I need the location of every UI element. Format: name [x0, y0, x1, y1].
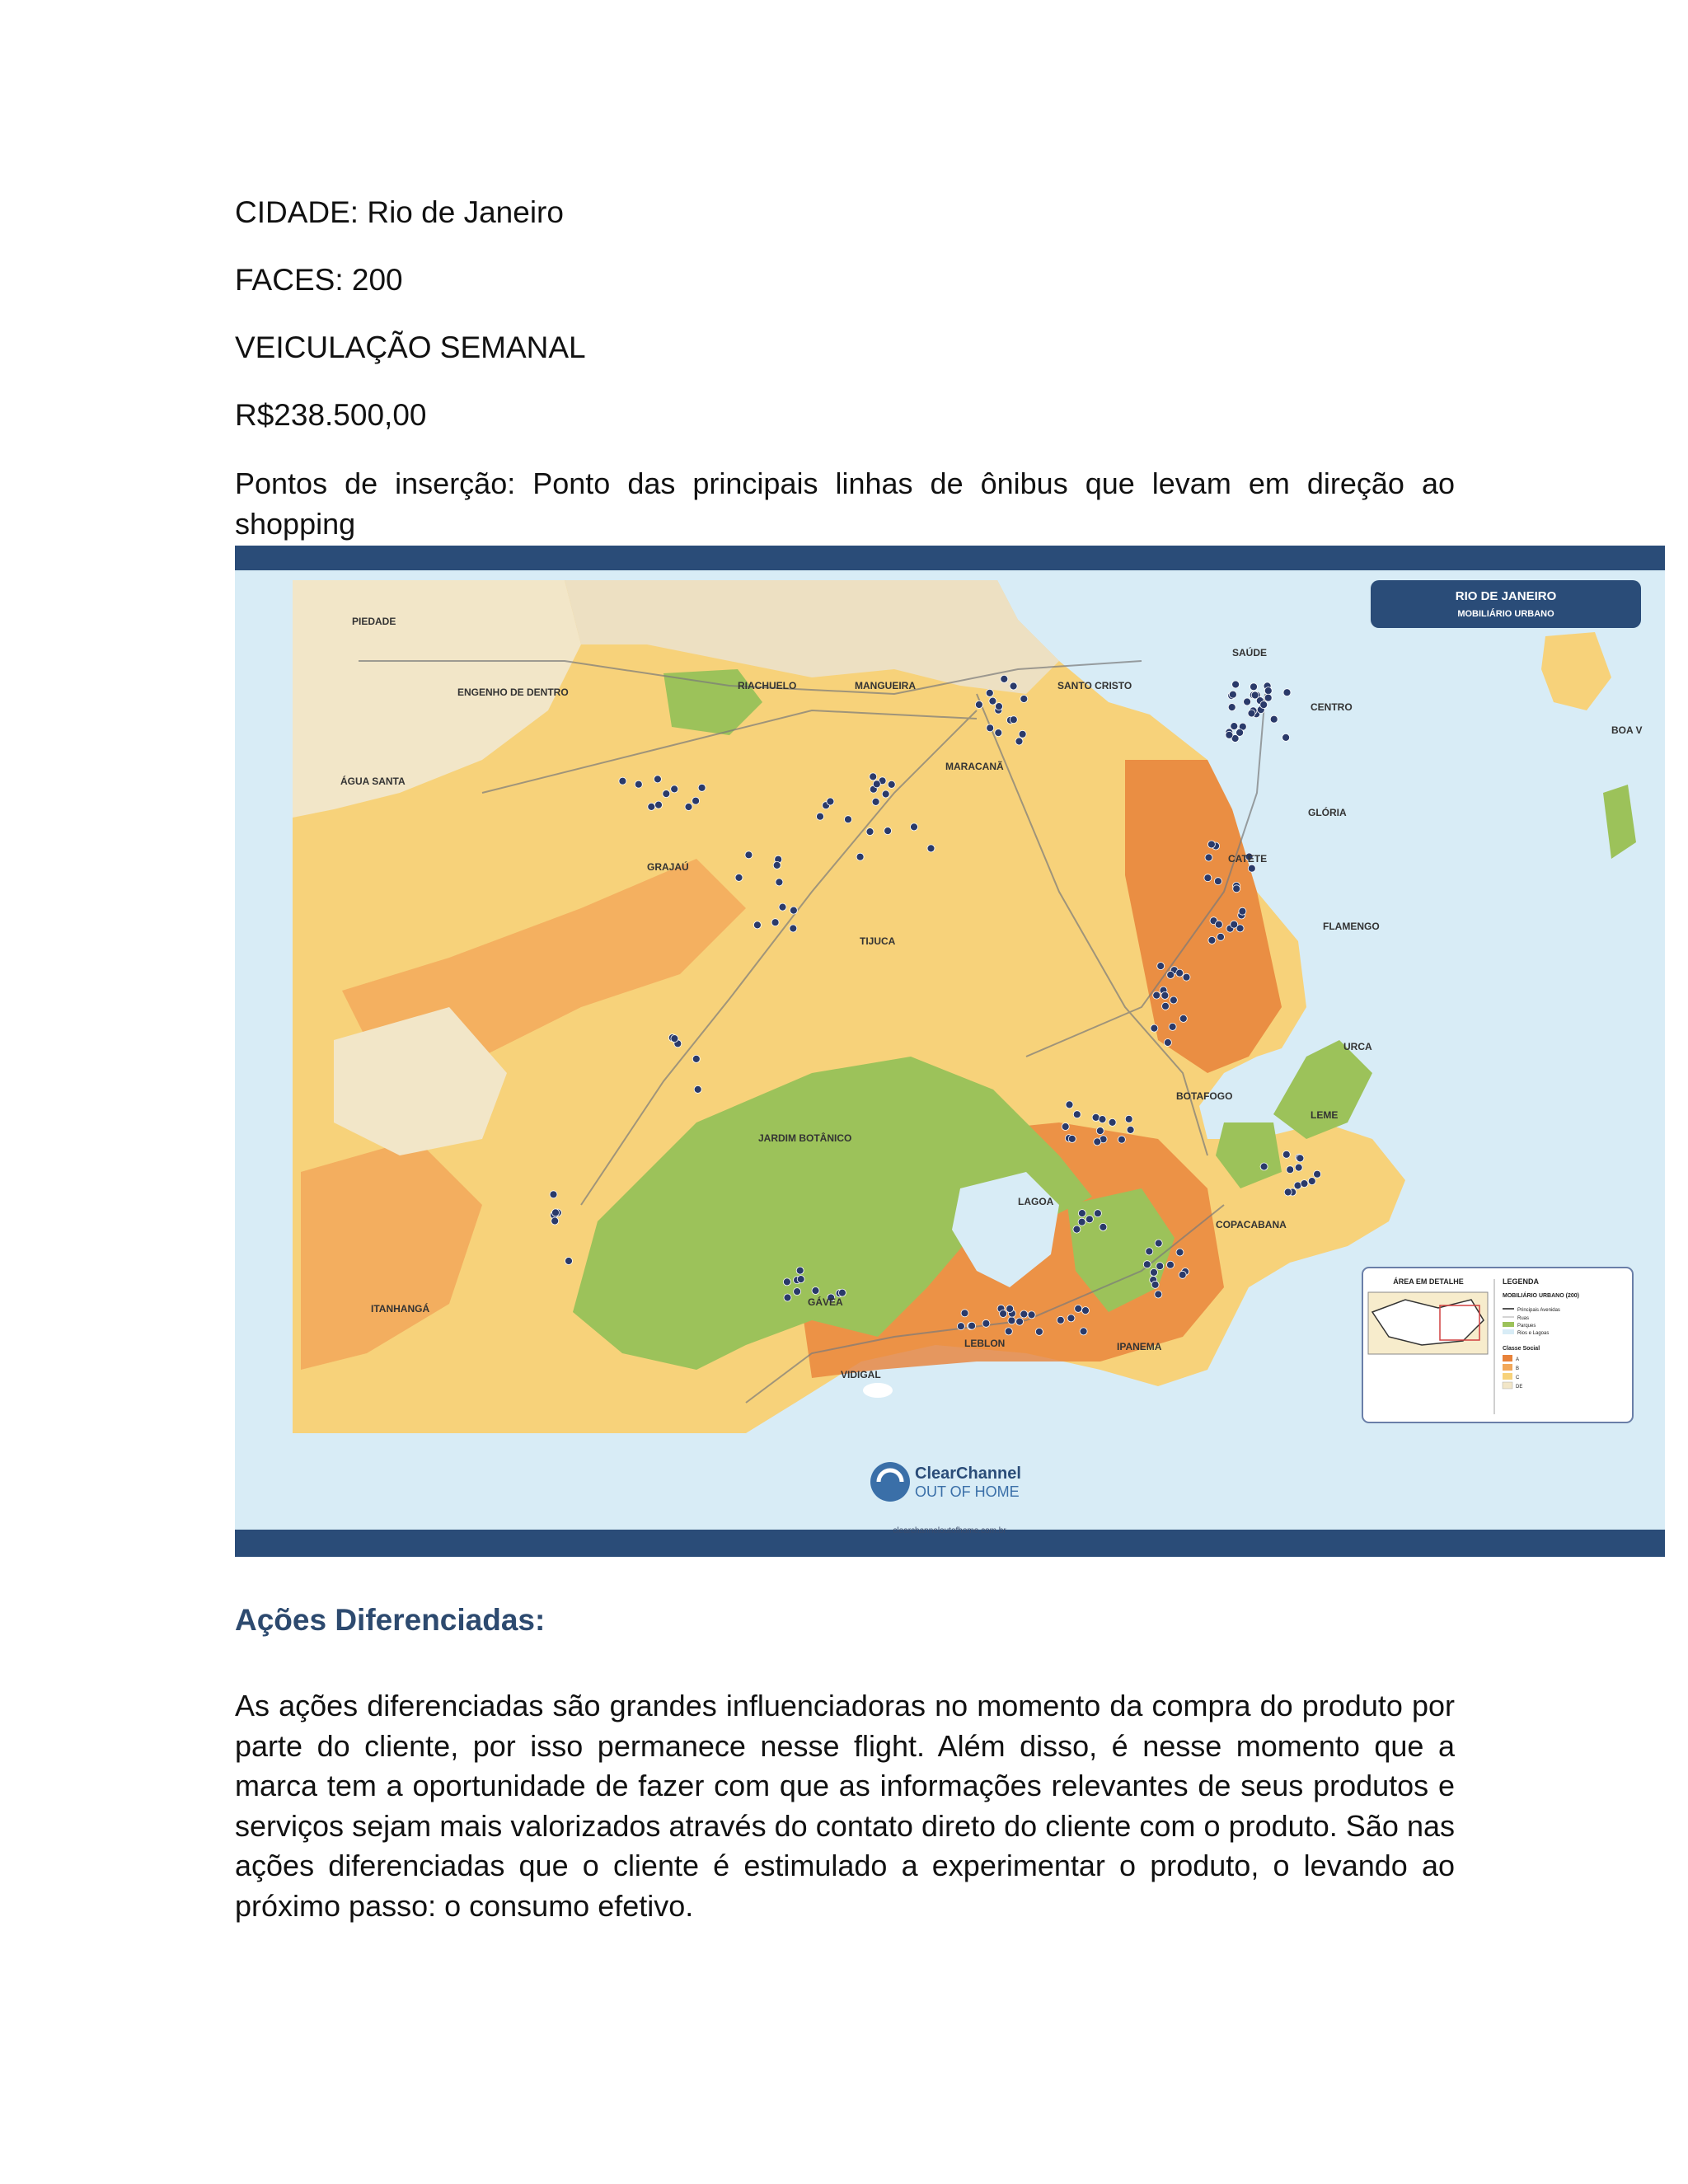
furniture-point: [1284, 1188, 1292, 1196]
furniture-point: [975, 701, 982, 709]
label-jardim-botanico: JARDIM BOTÂNICO: [758, 1132, 852, 1144]
furniture-point: [635, 780, 642, 788]
furniture-point: [1231, 723, 1238, 730]
furniture-point: [790, 925, 797, 932]
furniture-point: [1264, 687, 1272, 695]
legend-swatch-c: [1503, 1373, 1512, 1380]
furniture-point: [779, 903, 786, 911]
furniture-point: [1179, 1271, 1186, 1278]
furniture-point: [771, 919, 779, 926]
label-gavea: GÁVEA: [808, 1296, 843, 1308]
furniture-point: [783, 1278, 790, 1286]
label-engenho-de-dentro: ENGENHO DE DENTRO: [457, 687, 569, 698]
furniture-point: [1260, 1163, 1268, 1170]
furniture-point: [1035, 1328, 1043, 1335]
label-saude: SAÚDE: [1232, 647, 1268, 658]
furniture-point: [1215, 921, 1222, 928]
furniture-point: [1153, 991, 1160, 999]
label-leblon: LEBLON: [964, 1338, 1006, 1349]
furniture-point: [961, 1310, 968, 1317]
map-subtitle: MOBILIÁRIO URBANO: [1457, 609, 1554, 619]
furniture-point: [1010, 716, 1017, 724]
furniture-point: [692, 797, 700, 804]
furniture-point: [1080, 1328, 1087, 1335]
furniture-point: [1251, 691, 1259, 699]
furniture-point: [870, 773, 877, 780]
furniture-point: [1164, 1039, 1171, 1047]
furniture-point: [1314, 1170, 1321, 1178]
furniture-point: [882, 790, 889, 798]
furniture-point: [1143, 1261, 1151, 1268]
furniture-point: [1151, 1268, 1158, 1276]
brand-name: ClearChannel: [915, 1465, 1021, 1483]
furniture-point: [1169, 1023, 1176, 1030]
furniture-point: [1109, 1118, 1116, 1126]
furniture-point: [1157, 963, 1165, 970]
furniture-point: [1229, 691, 1236, 698]
furniture-point: [1162, 1002, 1170, 1010]
furniture-point: [1082, 1307, 1090, 1315]
label-agua-santa: ÁGUA SANTA: [340, 776, 406, 787]
furniture-point: [648, 803, 655, 810]
furniture-point: [1260, 701, 1268, 709]
label-leme: LEME: [1311, 1109, 1339, 1121]
furniture-point: [1250, 683, 1258, 691]
furniture-point: [1239, 907, 1246, 915]
map-title: RIO DE JANEIRO: [1455, 589, 1557, 603]
furniture-point: [794, 1288, 801, 1296]
furniture-point: [1094, 1138, 1101, 1146]
furniture-point: [1005, 1328, 1012, 1335]
label-maracana: MARACANÃ: [945, 761, 1004, 772]
label-copacabana: COPACABANA: [1216, 1219, 1287, 1230]
furniture-point: [1207, 841, 1215, 848]
furniture-point: [911, 823, 918, 831]
legend-class-b: B: [1516, 1366, 1520, 1371]
furniture-point: [1226, 731, 1233, 738]
furniture-point: [1283, 689, 1291, 696]
city-line: CIDADE: Rio de Janeiro: [235, 195, 564, 229]
furniture-point: [1176, 1249, 1184, 1256]
legend-item-ruas: Ruas: [1517, 1316, 1530, 1321]
label-piedade: PIEDADE: [352, 616, 396, 627]
insertion-points-text: Pontos de inserção: Ponto das principais linhas de ônibus que levam em direção ao shopping: [235, 466, 1455, 541]
furniture-point: [884, 827, 892, 835]
furniture-point: [1000, 1310, 1007, 1318]
inset-title: ÁREA EM DETALHE: [1393, 1277, 1464, 1286]
section-heading: Ações Diferenciadas:: [235, 1603, 546, 1637]
furniture-point: [927, 845, 935, 852]
furniture-point: [812, 1287, 819, 1295]
furniture-point: [1179, 1015, 1187, 1022]
furniture-point: [1085, 1216, 1093, 1223]
furniture-point: [1019, 730, 1026, 738]
furniture-point: [1282, 733, 1290, 741]
furniture-point: [1217, 933, 1225, 940]
furniture-point: [989, 697, 996, 705]
furniture-point: [1236, 729, 1244, 736]
furniture-point: [1096, 1127, 1104, 1135]
furniture-point: [1078, 1218, 1085, 1226]
furniture-point: [1118, 1136, 1125, 1143]
furniture-point: [1094, 1210, 1101, 1217]
legend-item-parques: Parques: [1517, 1324, 1536, 1329]
lagoon-island: [863, 1383, 893, 1398]
furniture-point: [1099, 1116, 1106, 1123]
furniture-point: [1155, 1240, 1162, 1247]
furniture-point: [1020, 696, 1028, 703]
label-boa-v: BOA V: [1611, 724, 1643, 736]
furniture-point: [773, 861, 781, 869]
furniture-point: [1176, 969, 1184, 977]
furniture-point: [1001, 675, 1008, 682]
map-title-box: [1371, 580, 1641, 628]
furniture-point: [1248, 710, 1255, 717]
price-line: R$238.500,00: [235, 398, 427, 432]
furniture-point: [551, 1217, 559, 1225]
map-figure: [235, 546, 1665, 1557]
furniture-point: [1125, 1115, 1132, 1122]
furniture-point: [1282, 1151, 1290, 1158]
furniture-point: [866, 828, 874, 836]
furniture-point: [550, 1191, 557, 1198]
furniture-point: [872, 798, 879, 805]
furniture-point: [1183, 973, 1190, 981]
furniture-point: [1248, 865, 1255, 872]
furniture-point: [1073, 1226, 1081, 1233]
furniture-point: [685, 804, 692, 811]
map-top-bar: [235, 546, 1665, 570]
furniture-point: [1231, 921, 1238, 928]
furniture-point: [1010, 682, 1017, 690]
furniture-point: [619, 777, 626, 785]
furniture-point: [698, 784, 706, 791]
legend-item-avenidas: Principais Avenidas: [1517, 1308, 1560, 1313]
furniture-point: [784, 1294, 791, 1301]
furniture-point: [996, 703, 1003, 710]
faces-line: FACES: 200: [235, 263, 403, 297]
label-vidigal: VIDIGAL: [841, 1369, 881, 1380]
furniture-point: [845, 816, 852, 823]
furniture-point: [1156, 1263, 1164, 1270]
furniture-point: [1151, 1281, 1159, 1288]
label-santo-cristo: SANTO CRISTO: [1057, 680, 1132, 691]
legend-title: LEGENDA: [1503, 1277, 1540, 1286]
furniture-point: [1264, 694, 1272, 701]
furniture-point: [565, 1258, 573, 1265]
furniture-point: [1020, 1310, 1028, 1318]
furniture-point: [1066, 1101, 1073, 1108]
furniture-point: [1075, 1305, 1082, 1312]
furniture-point: [1151, 1024, 1158, 1032]
furniture-point: [797, 1276, 804, 1283]
furniture-point: [838, 1289, 846, 1296]
furniture-point: [1127, 1126, 1134, 1133]
furniture-point: [1295, 1164, 1302, 1171]
furniture-point: [1204, 874, 1212, 882]
furniture-point: [1068, 1135, 1076, 1142]
furniture-point: [745, 851, 753, 859]
furniture-point: [1016, 1318, 1024, 1325]
furniture-point: [1296, 1155, 1304, 1162]
label-mangueira: MANGUEIRA: [855, 680, 916, 691]
furniture-point: [1294, 1182, 1301, 1189]
furniture-point: [753, 921, 761, 929]
furniture-point: [1233, 885, 1240, 893]
furniture-point: [1078, 1210, 1085, 1217]
furniture-point: [1015, 738, 1023, 745]
label-gloria: GLÓRIA: [1308, 807, 1347, 818]
furniture-point: [1146, 1248, 1153, 1255]
furniture-point: [1155, 1291, 1162, 1298]
label-botafogo: BOTAFOGO: [1176, 1090, 1233, 1102]
furniture-point: [1073, 1111, 1081, 1118]
label-ipanema: IPANEMA: [1117, 1341, 1162, 1352]
furniture-point: [1067, 1315, 1075, 1322]
furniture-point: [1161, 991, 1169, 999]
map-legend-inset: [1362, 1268, 1633, 1422]
furniture-point: [1167, 1261, 1175, 1268]
legend-swatch-a: [1503, 1355, 1512, 1361]
furniture-point: [1244, 698, 1251, 705]
legend-class-a: A: [1516, 1357, 1520, 1362]
furniture-point: [1006, 1305, 1014, 1313]
label-catete: CATETE: [1228, 853, 1268, 865]
furniture-point: [671, 1035, 678, 1043]
label-flamengo: FLAMENGO: [1323, 921, 1380, 932]
label-grajau: GRAJAÚ: [647, 861, 689, 873]
schedule-line: VEICULAÇÃO SEMANAL: [235, 330, 586, 364]
furniture-point: [856, 853, 864, 860]
legend-subtitle: MOBILIÁRIO URBANO (200): [1503, 1293, 1579, 1299]
furniture-point: [790, 907, 797, 914]
furniture-point: [1308, 1178, 1315, 1185]
furniture-point: [663, 790, 670, 798]
legend-swatch-b: [1503, 1364, 1512, 1371]
furniture-point: [1270, 715, 1278, 723]
furniture-point: [1208, 936, 1216, 944]
legend-swatch-de: [1503, 1382, 1512, 1389]
legend-class-c: C: [1516, 1376, 1520, 1380]
legend-class-de: DE: [1516, 1385, 1523, 1390]
furniture-point: [817, 813, 824, 820]
furniture-point: [1287, 1166, 1294, 1174]
legend-class-title: Classe Social: [1503, 1346, 1540, 1352]
furniture-point: [654, 776, 661, 783]
furniture-point: [1170, 996, 1177, 1004]
furniture-point: [986, 689, 993, 696]
furniture-point: [888, 780, 895, 788]
furniture-point: [776, 879, 783, 886]
furniture-point: [995, 729, 1002, 737]
furniture-point: [1205, 854, 1212, 861]
furniture-point: [1100, 1223, 1107, 1230]
furniture-point: [982, 1319, 990, 1327]
section-body: As ações diferenciadas são grandes influenciadoras no momento da compra do produto por parte do cliente, por isso permanece nesse flight. Além disso, é nesse momento que a marca tem a oportunidade de fazer com que as informações relevantes de seus produtos e serviços sejam mais valorizados através do contato direto do cliente com o produto. São nas ações diferenciadas que o cliente é estimulado a experimentar o produto, o levando ao próximo passo: o consumo efetivo.: [235, 1689, 1455, 1923]
map-svg: [235, 546, 1665, 1557]
furniture-point: [1214, 878, 1221, 885]
furniture-point: [968, 1322, 976, 1329]
furniture-point: [671, 785, 678, 793]
furniture-point: [1301, 1180, 1308, 1188]
label-urca: URCA: [1343, 1041, 1372, 1052]
furniture-point: [1057, 1316, 1064, 1324]
furniture-point: [957, 1323, 964, 1330]
label-itanhanga: ITANHANGÁ: [371, 1303, 430, 1315]
furniture-point: [1167, 971, 1175, 978]
label-tijuca: TIJUCA: [860, 935, 896, 947]
furniture-point: [987, 724, 994, 732]
furniture-point: [1232, 681, 1240, 688]
label-riachuelo: RIACHUELO: [738, 680, 797, 691]
furniture-point: [694, 1085, 701, 1093]
furniture-point: [1062, 1123, 1069, 1131]
brand-tagline: OUT OF HOME: [915, 1483, 1020, 1500]
furniture-point: [873, 780, 880, 788]
furniture-point: [1008, 1317, 1015, 1324]
furniture-point: [552, 1209, 560, 1216]
furniture-point: [796, 1267, 804, 1274]
furniture-point: [655, 801, 663, 808]
legend-item-rios: Rios e Lagoas: [1517, 1331, 1550, 1336]
furniture-point: [827, 798, 834, 805]
label-centro: CENTRO: [1311, 701, 1353, 713]
furniture-point: [735, 874, 743, 881]
brand-url: clearchanneloutofhome.com.br: [893, 1526, 1006, 1535]
furniture-point: [1228, 704, 1236, 711]
label-lagoa: LAGOA: [1018, 1196, 1054, 1207]
furniture-point: [692, 1055, 700, 1062]
furniture-point: [1028, 1311, 1035, 1319]
